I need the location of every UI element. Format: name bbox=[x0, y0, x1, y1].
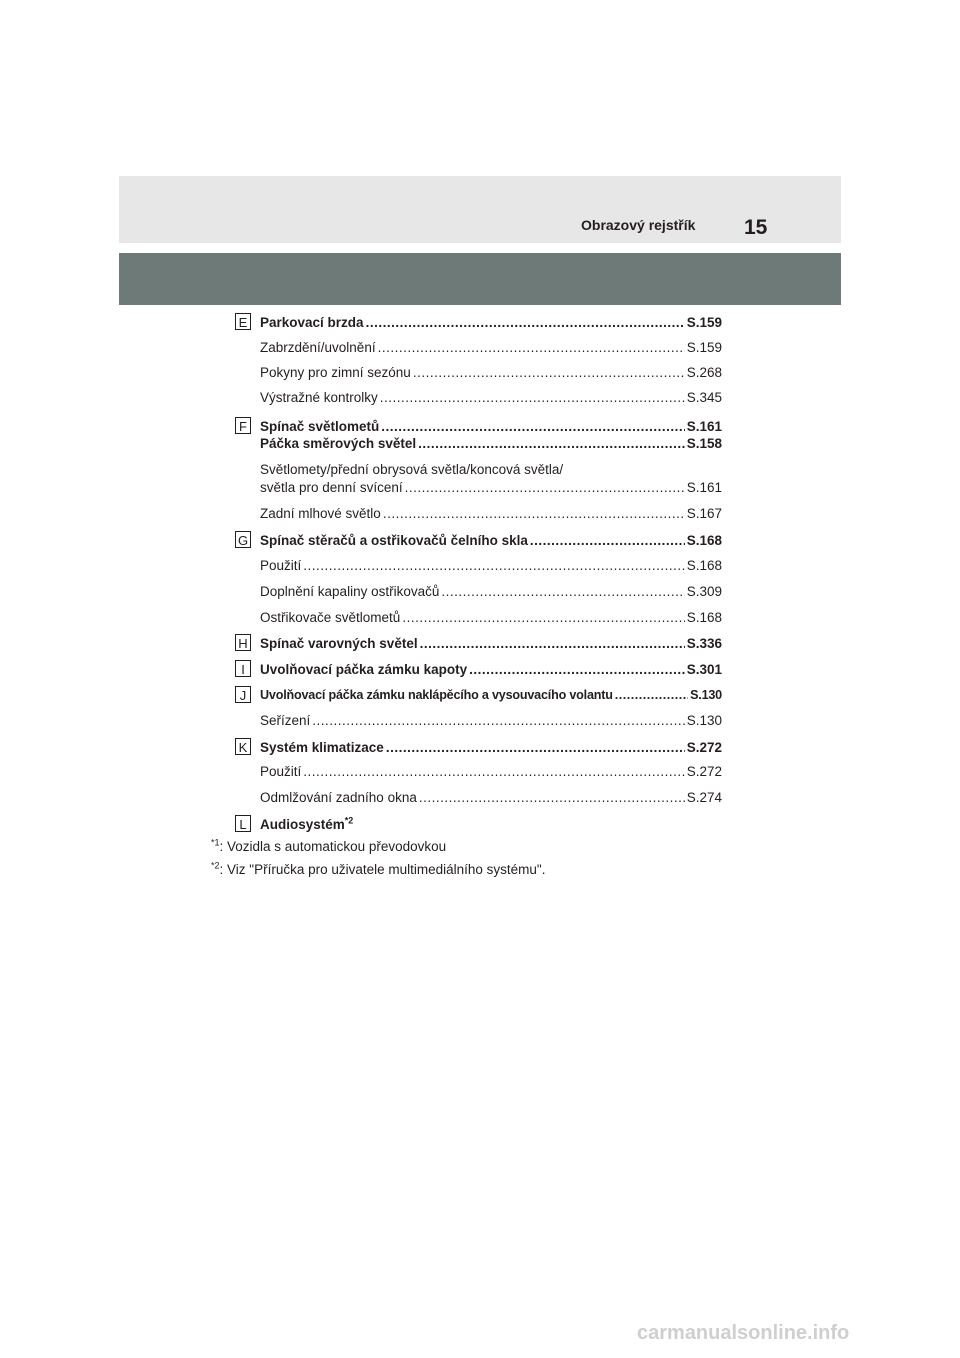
entry-label: Parkovací brzda bbox=[260, 315, 364, 330]
section-letter-j: J bbox=[235, 686, 251, 703]
leader-dots bbox=[420, 635, 685, 652]
section-band bbox=[119, 253, 841, 305]
leader-dots bbox=[530, 532, 685, 549]
index-entry-light-switch[interactable] bbox=[260, 418, 722, 435]
index-entry-hazard-switch[interactable] bbox=[260, 635, 722, 652]
entry-page: S.130 bbox=[686, 713, 722, 728]
index-entry-climate[interactable] bbox=[260, 739, 722, 756]
entry-page: S.268 bbox=[686, 365, 722, 380]
leader-dots bbox=[366, 314, 685, 331]
index-entry-rear-fog[interactable] bbox=[260, 505, 722, 522]
entry-label: světla pro denní svícení bbox=[260, 480, 403, 495]
entry-label: Použití bbox=[260, 558, 302, 573]
entry-label: Uvolňovací páčka zámku naklápěcího a vysouvacího volantu bbox=[260, 688, 613, 702]
entry-page: S.161 bbox=[686, 480, 722, 495]
entry-label: Uvolňovací páčka zámku kapoty bbox=[260, 662, 468, 677]
leader-dots bbox=[303, 557, 684, 574]
entry-page: S.130 bbox=[690, 688, 722, 702]
index-entry-hood-lever[interactable] bbox=[260, 661, 722, 678]
entry-page: S.161 bbox=[686, 419, 722, 434]
entry-page: S.345 bbox=[686, 390, 722, 405]
footnote-ref: *2 bbox=[344, 815, 354, 826]
leader-dots bbox=[418, 435, 685, 452]
entry-page: S.158 bbox=[686, 436, 722, 451]
index-entry-winter[interactable] bbox=[260, 364, 722, 381]
entry-label: Spínač varovných světel bbox=[260, 636, 418, 651]
leader-dots bbox=[380, 389, 685, 406]
entry-label: Spínač světlometů bbox=[260, 419, 380, 434]
entry-headlights-line1: Světlomety/přední obrysová světla/koncová světla/ bbox=[260, 462, 564, 477]
index-entry-steering-lever[interactable] bbox=[260, 687, 722, 704]
index-entry-adjustment[interactable] bbox=[260, 712, 722, 729]
index-entry-washer-fluid[interactable] bbox=[260, 583, 722, 600]
leader-dots bbox=[303, 763, 684, 780]
entry-page: S.336 bbox=[686, 636, 722, 651]
index-entry-parking-brake[interactable] bbox=[260, 314, 722, 331]
index-entry-apply-release[interactable] bbox=[260, 339, 722, 356]
section-letter-f: F bbox=[235, 417, 251, 434]
leader-dots bbox=[402, 609, 684, 626]
index-entry-headlights[interactable] bbox=[260, 479, 722, 496]
watermark: carmanualsonline.info bbox=[637, 1322, 850, 1344]
section-letter-i: I bbox=[235, 660, 251, 677]
index-entry-rear-defog[interactable] bbox=[260, 789, 722, 806]
entry-label: Ostřikovače světlometů bbox=[260, 610, 401, 625]
footnote-text: : Vozidla s automatickou převodovkou bbox=[219, 839, 447, 854]
entry-label: Páčka směrových světel bbox=[260, 436, 417, 451]
leader-dots bbox=[386, 739, 685, 756]
entry-label: Spínač stěračů a ostřikovačů čelního skla bbox=[260, 533, 528, 548]
entry-page: S.309 bbox=[686, 584, 722, 599]
index-entry-climate-use[interactable] bbox=[260, 763, 722, 780]
entry-label: Zadní mlhové světlo bbox=[260, 506, 381, 521]
page-number: 15 bbox=[744, 216, 768, 239]
entry-label: Systém klimatizace bbox=[260, 740, 384, 755]
entry-label: Audiosystém bbox=[260, 817, 345, 832]
leader-dots bbox=[312, 712, 684, 729]
section-letter-k: K bbox=[235, 738, 251, 755]
leader-dots bbox=[405, 479, 685, 496]
header-band bbox=[119, 176, 841, 243]
leader-dots bbox=[381, 418, 684, 435]
entry-label: Použití bbox=[260, 764, 302, 779]
entry-page: S.159 bbox=[686, 315, 722, 330]
section-letter-h: H bbox=[235, 634, 251, 651]
footnote-mark: *2 bbox=[211, 860, 220, 871]
entry-page: S.301 bbox=[686, 662, 722, 677]
footnote-mark: *1 bbox=[211, 837, 220, 848]
leader-dots bbox=[419, 789, 685, 806]
index-entry-audio[interactable] bbox=[260, 816, 353, 833]
entry-page: S.272 bbox=[686, 764, 722, 779]
leader-dots bbox=[378, 339, 685, 356]
leader-dots bbox=[469, 661, 685, 678]
footnote-1 bbox=[211, 838, 446, 855]
entry-page: S.159 bbox=[686, 340, 722, 355]
entry-label: Pokyny pro zimní sezónu bbox=[260, 365, 411, 380]
footnote-2 bbox=[211, 861, 545, 878]
entry-page: S.168 bbox=[686, 610, 722, 625]
index-entry-wiper-switch[interactable] bbox=[260, 532, 722, 549]
entry-label: Doplnění kapaliny ostřikovačů bbox=[260, 584, 440, 599]
entry-label: Odmlžování zadního okna bbox=[260, 790, 417, 805]
entry-page: S.167 bbox=[686, 506, 722, 521]
entry-label: Výstražné kontrolky bbox=[260, 390, 378, 405]
leader-dots bbox=[383, 505, 685, 522]
entry-label: Seřízení bbox=[260, 713, 311, 728]
index-entry-turn-lever[interactable] bbox=[260, 435, 722, 452]
index-entry-warning-lights[interactable] bbox=[260, 389, 722, 406]
index-entry-headlight-washers[interactable] bbox=[260, 609, 722, 626]
leader-dots bbox=[413, 364, 685, 381]
entry-page: S.168 bbox=[686, 558, 722, 573]
entry-page: S.168 bbox=[686, 533, 722, 548]
leader-dots bbox=[615, 687, 688, 704]
entry-page: S.272 bbox=[686, 740, 722, 755]
footnote-text: : Viz "Příručka pro uživatele multimediálního systému". bbox=[219, 862, 546, 877]
section-letter-l: L bbox=[235, 815, 251, 832]
entry-label: Zabrzdění/uvolnění bbox=[260, 340, 376, 355]
section-title: Obrazový rejstřík bbox=[581, 217, 696, 233]
entry-page: S.274 bbox=[686, 790, 722, 805]
section-letter-g: G bbox=[235, 531, 251, 548]
leader-dots bbox=[441, 583, 684, 600]
index-entry-wiper-use[interactable] bbox=[260, 557, 722, 574]
section-letter-e: E bbox=[235, 313, 251, 330]
